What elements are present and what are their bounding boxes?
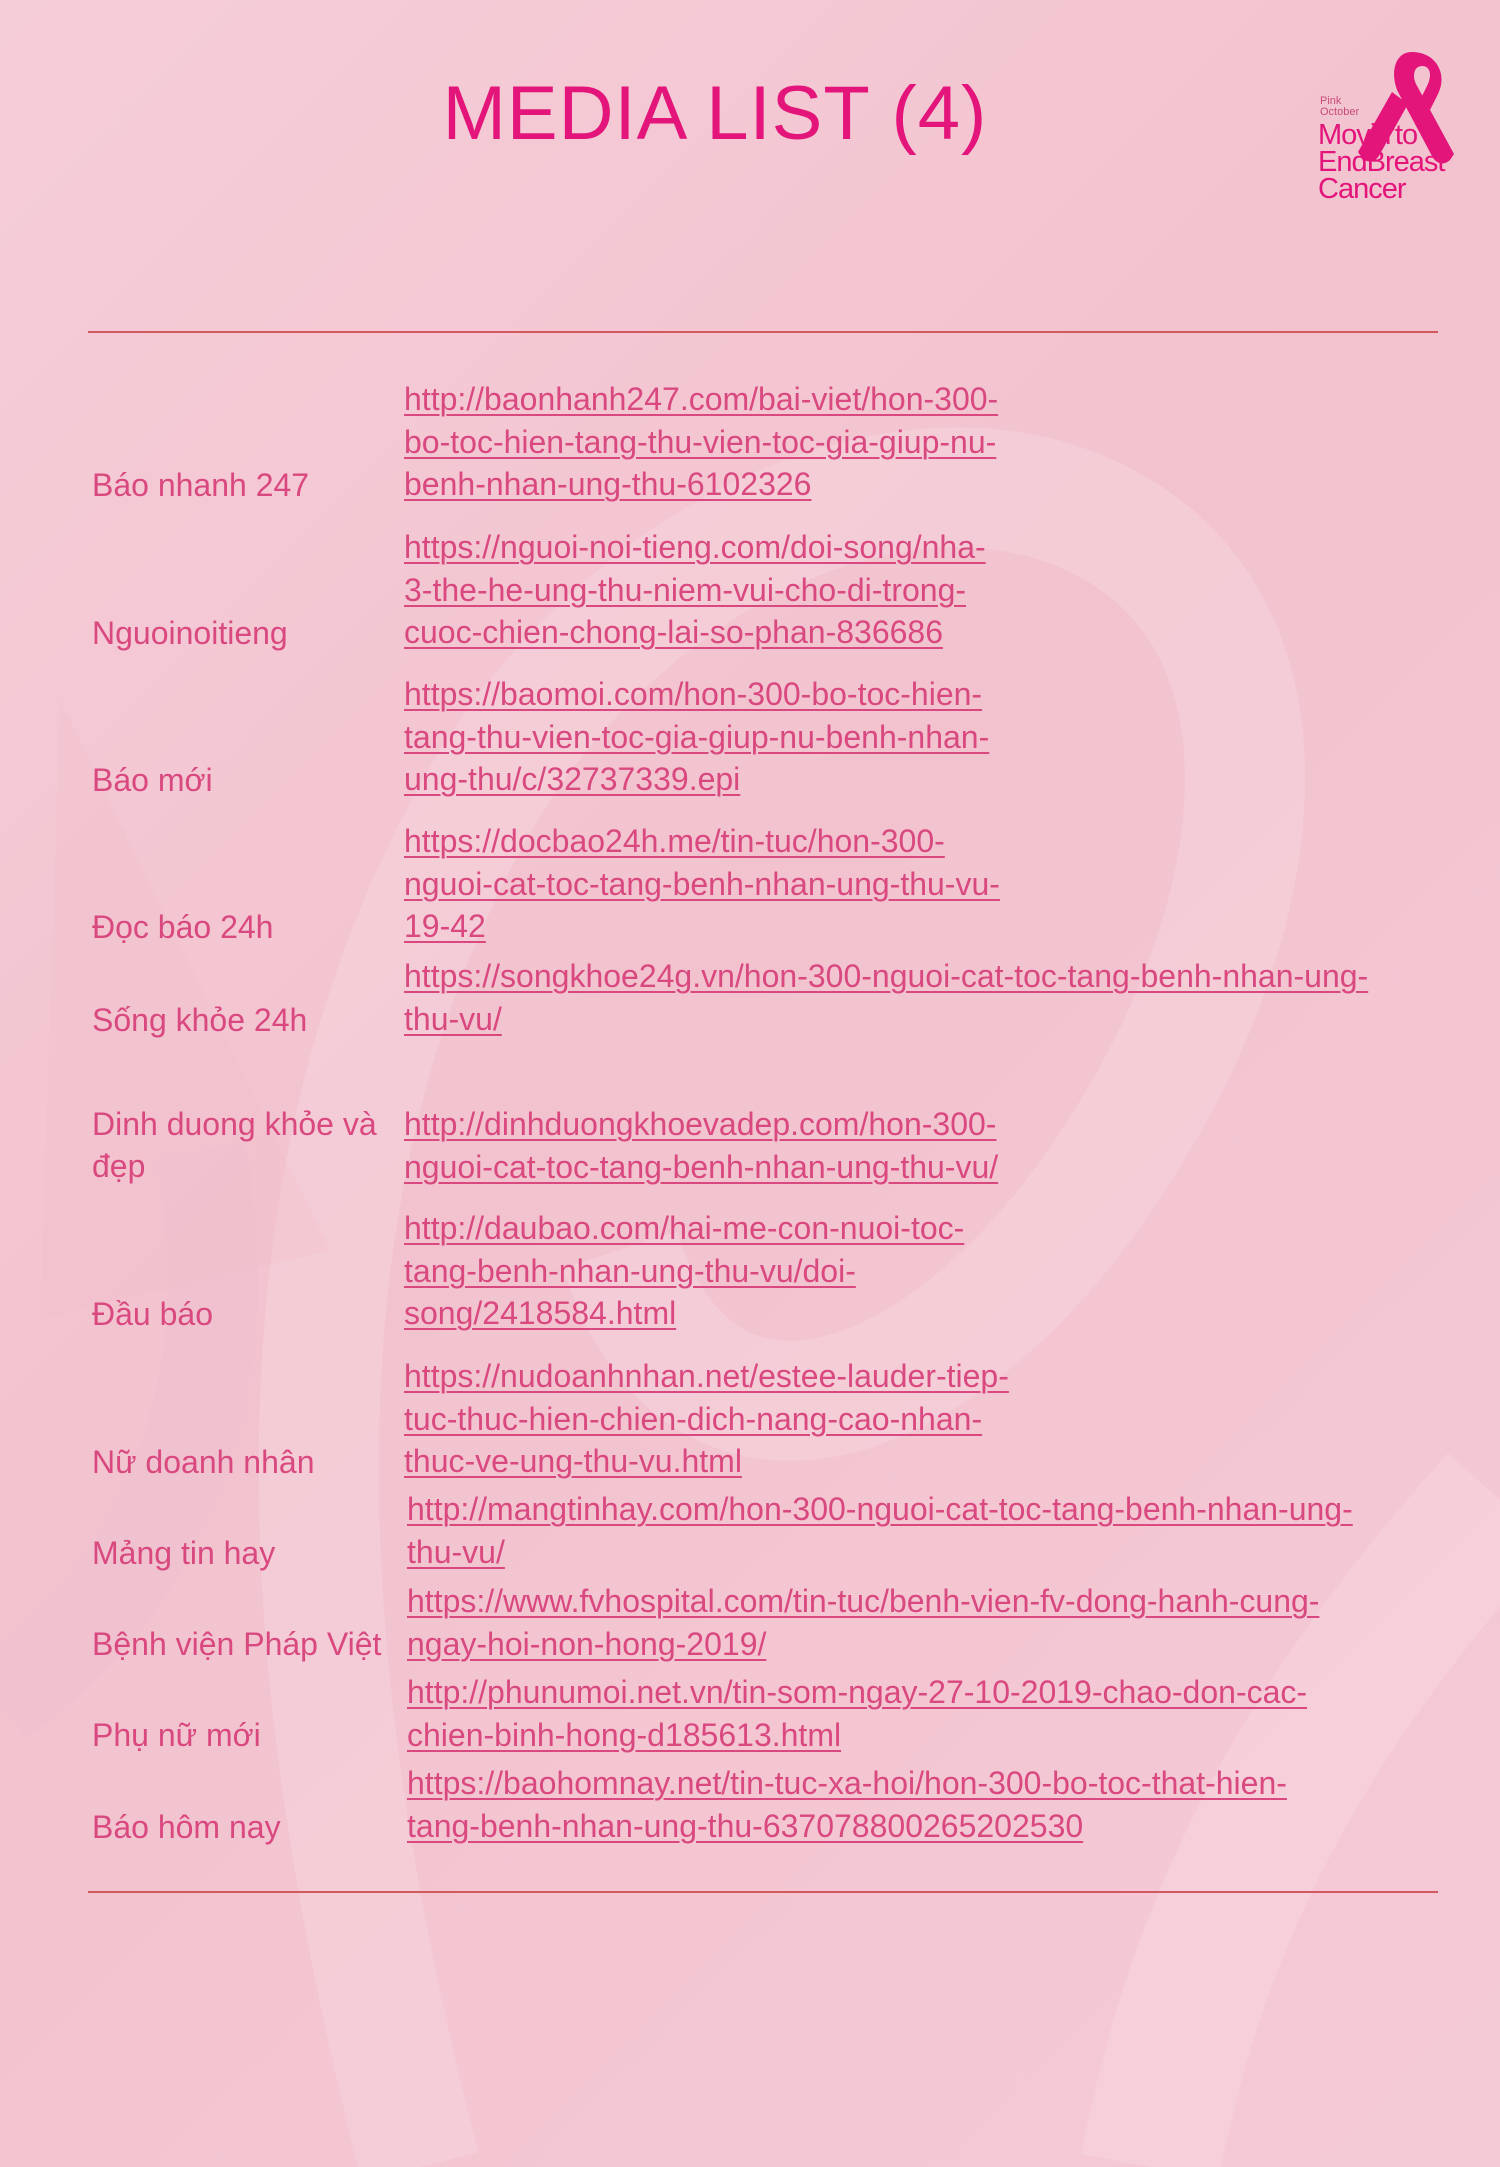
media-link-line[interactable]: http://mangtinhay.com/hon-300-nguoi-cat-toc-tang-benh-nhan-ung- (407, 1491, 1353, 1527)
media-name (92, 1293, 402, 1335)
media-link-line[interactable]: ngay-hoi-non-hong-2019/ (407, 1625, 767, 1662)
logo-text (1318, 119, 1445, 205)
media-link-line[interactable]: tang-thu-vien-toc-gia-giup-nu-benh-nhan- (404, 718, 990, 755)
media-link-line[interactable]: tang-benh-nhan-ung-thu-637078800265202530 (407, 1807, 1084, 1844)
media-name (92, 999, 402, 1041)
media-name (92, 1103, 402, 1187)
media-link-line[interactable]: https://baohomnay.net/tin-tuc-xa-hoi/hon-300-bo-toc-that-hien- (407, 1765, 1287, 1801)
media-link[interactable] (404, 820, 1000, 948)
media-name-line: Phụ nữ mới (92, 1717, 261, 1753)
media-link-line[interactable]: https://www.fvhospital.com/tin-tuc/benh-vien-fv-dong-hanh-cung- (407, 1583, 1320, 1619)
bottom-divider (88, 1891, 1438, 1893)
media-link[interactable] (407, 1488, 1353, 1573)
media-name-line: Sống khỏe 24h (92, 1002, 308, 1038)
logo-line-1: Movin'to (1318, 119, 1418, 151)
media-link[interactable] (407, 1671, 1307, 1756)
media-name (92, 612, 402, 654)
media-link[interactable] (407, 1580, 1319, 1665)
media-link-line[interactable]: tang-benh-nhan-ung-thu-vu/doi- (404, 1252, 856, 1289)
media-link-line[interactable]: https://nguoi-noi-tieng.com/doi-song/nha- (404, 529, 986, 565)
media-link-line[interactable]: benh-nhan-ung-thu-6102326 (404, 466, 812, 502)
media-name-line: Mảng tin hay (92, 1535, 276, 1571)
logo-line-2: EndBreast (1318, 146, 1445, 178)
media-link-line[interactable]: ung-thu/c/32737339.epi (404, 761, 741, 797)
media-link-line[interactable]: song/2418584.html (404, 1295, 677, 1331)
media-link-line[interactable]: bo-toc-hien-tang-thu-vien-toc-gia-giup-nu- (404, 423, 997, 460)
media-link-line[interactable]: http://daubao.com/hai-me-con-nuoi-toc- (404, 1210, 965, 1246)
media-name (92, 1806, 402, 1848)
media-name (92, 1714, 402, 1756)
media-name-line: Báo nhanh 247 (92, 467, 310, 503)
media-link-line[interactable]: 19-42 (404, 908, 486, 944)
media-name-line: Báo hôm nay (92, 1809, 281, 1845)
media-name-line: Nữ doanh nhân (92, 1444, 315, 1480)
media-name (92, 1532, 402, 1574)
media-name-line: Dinh duong khỏe và (92, 1106, 377, 1142)
logo-line-3: Cancer (1318, 173, 1406, 205)
media-link[interactable] (404, 673, 989, 801)
media-link-line[interactable]: thu-vu/ (407, 1533, 505, 1570)
media-link-line[interactable]: http://baonhanh247.com/bai-viet/hon-300- (404, 381, 999, 417)
media-name (92, 1623, 402, 1665)
media-link-line[interactable]: cuoc-chien-chong-lai-so-phan-836686 (404, 614, 943, 650)
media-name-line: Nguoinoitieng (92, 615, 288, 651)
media-link-line[interactable]: https://songkhoe24g.vn/hon-300-nguoi-cat-toc-tang-benh-nhan-ung- (404, 958, 1369, 994)
media-name (92, 1441, 402, 1483)
media-link[interactable] (404, 526, 986, 654)
top-divider (88, 331, 1438, 333)
media-name-line: Bệnh viện Pháp Việt (92, 1626, 382, 1662)
page-title: MEDIA LIST (4) (442, 71, 988, 156)
media-link-line[interactable]: https://baomoi.com/hon-300-bo-toc-hien- (404, 676, 983, 712)
media-link-line[interactable]: https://nudoanhnhan.net/estee-lauder-tiep- (404, 1358, 1009, 1394)
media-link-line[interactable]: chien-binh-hong-d185613.html (407, 1716, 842, 1753)
media-link-line[interactable]: thuc-ve-ung-thu-vu.html (404, 1443, 742, 1479)
media-link-line[interactable]: nguoi-cat-toc-tang-benh-nhan-ung-thu-vu- (404, 865, 1000, 902)
media-name-line: Báo mới (92, 762, 213, 798)
logo-small-text: Pink October (1320, 95, 1360, 118)
media-name-line: Đầu báo (92, 1296, 213, 1332)
media-link-line[interactable]: thu-vu/ (404, 1000, 502, 1037)
media-link-line[interactable]: nguoi-cat-toc-tang-benh-nhan-ung-thu-vu/ (404, 1148, 999, 1185)
media-name-line: đẹp (92, 1148, 146, 1184)
media-link-line[interactable]: https://docbao24h.me/tin-tuc/hon-300- (404, 823, 945, 859)
media-link[interactable] (407, 1762, 1287, 1847)
media-name (92, 759, 402, 801)
media-link[interactable] (404, 378, 998, 506)
media-name (92, 906, 402, 948)
media-name (92, 464, 402, 506)
media-link-line[interactable]: 3-the-he-ung-thu-niem-vui-cho-di-trong- (404, 571, 967, 608)
media-link[interactable] (404, 1355, 1009, 1483)
media-link[interactable] (404, 955, 1368, 1040)
media-link[interactable] (404, 1103, 998, 1188)
media-link-line[interactable]: http://dinhduongkhoevadep.com/hon-300- (404, 1106, 997, 1142)
media-name-line: Đọc báo 24h (92, 909, 274, 945)
media-link-line[interactable]: http://phunumoi.net.vn/tin-som-ngay-27-10-2019-chao-don-cac- (407, 1674, 1308, 1710)
media-link-line[interactable]: tuc-thuc-hien-chien-dich-nang-cao-nhan- (404, 1400, 983, 1437)
media-link[interactable] (404, 1207, 964, 1335)
